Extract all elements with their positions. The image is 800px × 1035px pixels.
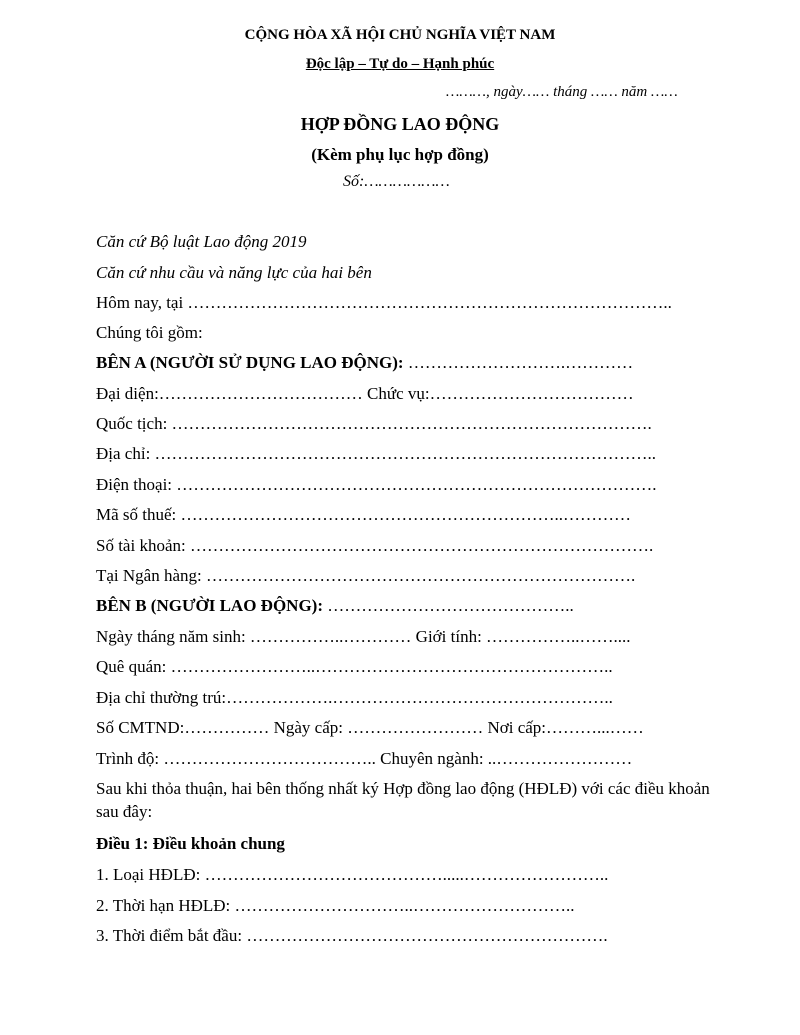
party-a-representative: Đại diện:……………………………… Chức vụ:……………………………… xyxy=(96,384,634,403)
party-a-phone: Điện thoại: …………………………………………………………………………. xyxy=(96,475,657,494)
article-1-item-3: 3. Thời điểm bắt đầu: ………………………………………………………. xyxy=(96,926,608,945)
party-a-heading-fill: ……………………….………… xyxy=(403,353,634,372)
article-1-heading: Điều 1: Điều khoản chung xyxy=(96,834,285,853)
party-a-nationality: Quốc tịch: …………………………………………………………………………. xyxy=(96,414,652,433)
country-name: CỘNG HÒA XÃ HỘI CHỦ NGHĨA VIỆT NAM xyxy=(244,27,556,43)
we-include-line: Chúng tôi gồm: xyxy=(96,323,203,342)
party-b-hometown: Quê quán: ……………………..…………………………………………….. xyxy=(96,657,613,676)
party-a-account: Số tài khoản: ………………………………………………………………………. xyxy=(96,536,654,555)
national-motto xyxy=(0,56,800,73)
today-at-line: Hôm nay, tại ………………………………………………………………………….. xyxy=(96,293,672,312)
legal-basis-1: Căn cứ Bộ luật Lao động 2019 xyxy=(96,232,307,251)
agreement-paragraph: Sau khi thỏa thuận, hai bên thống nhất ký Hợp đồng lao động (HĐLĐ) với các điều khoản sau đây: xyxy=(96,779,710,821)
party-b-education: Trình độ: ……………………………….. Chuyên ngành: ..…………………… xyxy=(96,749,633,768)
document-subtitle: (Kèm phụ lục hợp đồng) xyxy=(311,145,489,164)
party-a-tax-code: Mã số thuế: …………………………………………………………..………… xyxy=(96,505,632,524)
party-a-bank: Tại Ngân hàng: …………………………………………………………………. xyxy=(96,566,636,585)
party-a-heading-label: BÊN A (NGƯỜI SỬ DỤNG LAO ĐỘNG): xyxy=(96,353,404,372)
party-a-address: Địa chỉ: …………………………………………………………………………….. xyxy=(96,444,657,463)
national-motto-text: Độc lập – Tự do – Hạnh phúc xyxy=(305,56,495,72)
party-b-heading xyxy=(96,596,574,616)
article-1-item-2: 2. Thời hạn HĐLĐ: …………………………..……………………….. xyxy=(96,896,575,915)
party-b-heading-label: BÊN B (NGƯỜI LAO ĐỘNG): xyxy=(96,596,323,615)
date-line: ………, ngày…… tháng …… năm …… xyxy=(446,84,678,100)
article-1-item-1: 1. Loại HĐLĐ: …………………………………….....…………………….. xyxy=(96,865,609,884)
contract-number: Số:……………… xyxy=(343,173,450,190)
legal-basis-2: Căn cứ nhu cầu và năng lực của hai bên xyxy=(96,263,372,282)
party-b-residence: Địa chỉ thường trú:……………….………………………………………….. xyxy=(96,688,613,707)
party-b-birth-gender: Ngày tháng năm sinh: ……………..………… Giới tính: ……………..…….... xyxy=(96,627,631,646)
document-title: HỢP ĐỒNG LAO ĐỘNG xyxy=(300,114,500,134)
party-a-heading xyxy=(96,353,633,373)
party-b-id-card: Số CMTND:…………… Ngày cấp: …………………… Nơi cấp:………...…… xyxy=(96,718,644,737)
party-b-heading-fill: …………………………………….. xyxy=(323,596,574,615)
